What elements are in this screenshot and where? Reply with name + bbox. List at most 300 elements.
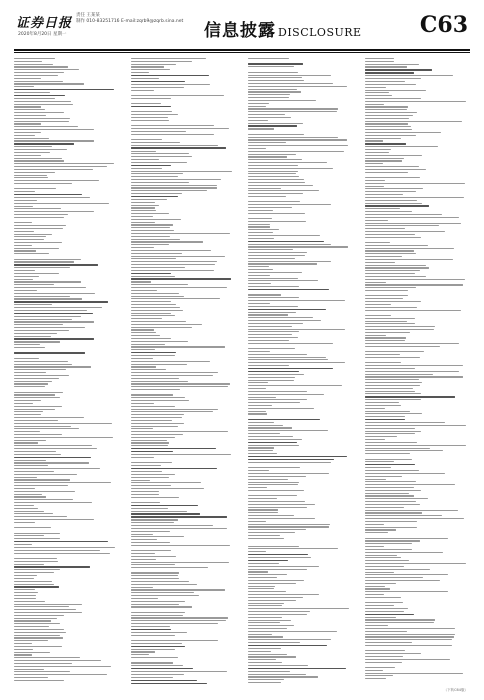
text-line — [14, 618, 57, 619]
text-line — [248, 507, 307, 508]
text-line — [365, 574, 448, 575]
text-line — [14, 250, 36, 251]
text-line — [131, 480, 150, 481]
text-line — [14, 301, 108, 302]
text-line — [131, 145, 218, 146]
text-line — [14, 75, 58, 76]
text-line — [248, 77, 302, 78]
text-line — [365, 670, 383, 671]
text-line — [248, 255, 305, 256]
text-line — [14, 637, 63, 638]
text-column-4 — [365, 58, 470, 686]
text-line — [131, 448, 216, 449]
text-line — [14, 225, 66, 226]
text-line — [14, 657, 80, 658]
text-line — [131, 81, 185, 82]
text-line — [365, 90, 426, 91]
text-line — [365, 337, 406, 338]
text-line — [131, 651, 155, 652]
text-line — [365, 470, 419, 471]
text-line — [14, 496, 46, 497]
text-line — [365, 58, 394, 59]
text-line — [365, 425, 466, 426]
text-line — [131, 462, 172, 463]
text-line — [131, 117, 168, 118]
text-line — [14, 626, 49, 627]
text-line — [248, 340, 289, 341]
text-line — [14, 245, 32, 246]
text-line — [248, 128, 274, 129]
text-line — [14, 606, 69, 607]
text-line — [131, 553, 155, 554]
text-line — [365, 121, 462, 122]
text-line — [131, 327, 192, 328]
text-line — [14, 158, 62, 159]
text-line — [14, 519, 94, 520]
text-line — [365, 549, 412, 550]
text-line — [365, 343, 459, 344]
text-line — [248, 139, 347, 140]
text-line — [365, 98, 421, 99]
text-line — [14, 281, 81, 282]
text-line — [131, 182, 189, 183]
text-line — [248, 665, 308, 666]
text-line — [248, 323, 303, 324]
text-line — [248, 261, 331, 262]
text-line — [131, 403, 154, 404]
text-line — [365, 498, 428, 499]
text-line — [131, 199, 167, 200]
text-line — [131, 128, 229, 129]
text-line — [248, 482, 299, 483]
text-line — [14, 203, 109, 204]
text-line — [14, 211, 94, 212]
text-line — [131, 290, 157, 291]
text-line — [248, 269, 273, 270]
text-line — [248, 413, 267, 414]
text-line — [131, 264, 215, 265]
text-line — [365, 118, 409, 119]
text-line — [248, 656, 296, 657]
text-line — [248, 252, 307, 253]
text-line — [248, 679, 284, 680]
text-line — [248, 168, 333, 169]
text-line — [365, 591, 448, 592]
text-line — [131, 556, 176, 557]
text-line — [131, 423, 184, 424]
text-line — [14, 307, 102, 308]
text-line — [365, 538, 448, 539]
text-line — [131, 329, 154, 330]
text-line — [131, 671, 227, 672]
text-line — [131, 497, 179, 498]
text-line — [131, 615, 183, 616]
text-line — [248, 97, 289, 98]
text-line — [14, 341, 60, 342]
text-line — [248, 470, 269, 471]
text-line — [248, 100, 316, 101]
text-line — [248, 106, 266, 107]
text-line — [248, 142, 286, 143]
text-line — [14, 89, 114, 90]
text-line — [248, 72, 298, 73]
text-line — [131, 159, 159, 160]
text-line — [14, 566, 90, 567]
text-line — [131, 142, 180, 143]
text-line — [14, 572, 54, 573]
text-line — [14, 448, 97, 449]
text-line — [131, 276, 175, 277]
text-line — [14, 66, 68, 67]
text-line — [365, 242, 390, 243]
text-line — [248, 605, 282, 606]
text-line — [248, 447, 274, 448]
text-line — [248, 433, 280, 434]
text-line — [365, 634, 455, 635]
text-line — [14, 423, 112, 424]
text-line — [14, 310, 87, 311]
text-line — [248, 320, 321, 321]
text-line — [248, 162, 327, 163]
text-line — [131, 301, 171, 302]
text-line — [131, 95, 224, 96]
text-line — [131, 361, 210, 362]
text-line — [131, 196, 178, 197]
text-line — [131, 440, 167, 441]
text-line — [14, 160, 64, 161]
text-line — [131, 531, 170, 532]
text-line — [365, 572, 394, 573]
text-line — [14, 646, 62, 647]
text-line — [365, 81, 405, 82]
text-line — [248, 224, 270, 225]
text-line — [131, 539, 157, 540]
text-line — [248, 249, 293, 250]
text-line — [248, 479, 288, 480]
page-number: C63 — [419, 12, 468, 38]
text-line — [14, 426, 71, 427]
text-line — [131, 482, 201, 483]
text-line — [365, 532, 388, 533]
text-line — [365, 123, 408, 124]
text-line — [365, 84, 416, 85]
text-line — [365, 631, 407, 632]
text-line — [248, 473, 329, 474]
text-line — [248, 430, 328, 431]
text-line — [365, 501, 416, 502]
text-line — [131, 668, 193, 669]
text-line — [365, 560, 409, 561]
text-line — [14, 200, 37, 201]
issue-date: 2020年8月20日 星期一 — [18, 32, 67, 37]
text-line — [14, 242, 62, 243]
text-line — [131, 168, 162, 169]
text-line — [248, 574, 287, 575]
text-line — [248, 354, 307, 355]
text-line — [248, 385, 342, 386]
text-line — [14, 445, 92, 446]
text-line — [131, 683, 207, 684]
text-line — [365, 619, 435, 620]
text-line — [131, 406, 175, 407]
text-line — [131, 58, 206, 59]
text-line — [248, 636, 283, 637]
text-line — [248, 476, 306, 477]
text-line — [248, 529, 306, 530]
text-line — [131, 358, 153, 359]
text-line — [365, 115, 413, 116]
text-line — [14, 465, 48, 466]
text-line — [131, 519, 178, 520]
text-line — [131, 258, 176, 259]
text-line — [14, 95, 65, 96]
text-line — [14, 578, 34, 579]
text-line — [14, 561, 58, 562]
text-line — [14, 231, 34, 232]
text-line — [14, 434, 62, 435]
text-line — [248, 625, 294, 626]
text-line — [248, 642, 300, 643]
text-line — [131, 66, 164, 67]
text-line — [131, 239, 180, 240]
text-line — [248, 538, 284, 539]
text-line — [365, 445, 466, 446]
text-line — [131, 511, 187, 512]
text-line — [365, 374, 433, 375]
text-line — [365, 487, 414, 488]
text-line — [14, 135, 35, 136]
text-line — [14, 671, 70, 672]
text-line — [248, 569, 307, 570]
text-line — [365, 132, 441, 133]
text-line — [131, 324, 202, 325]
text-line — [131, 437, 175, 438]
text-line — [365, 276, 426, 277]
text-line — [248, 445, 299, 446]
text-line — [131, 383, 230, 384]
text-line — [14, 471, 54, 472]
text-line — [131, 584, 197, 585]
text-line — [14, 660, 101, 661]
text-line — [131, 394, 173, 395]
text-line — [14, 112, 64, 113]
text-line — [14, 511, 44, 512]
text-line — [365, 416, 405, 417]
text-line — [365, 329, 434, 330]
text-line — [365, 552, 443, 553]
text-line — [14, 58, 55, 59]
text-line — [14, 333, 57, 334]
text-line — [365, 588, 390, 589]
text-line — [14, 601, 45, 602]
text-line — [365, 104, 384, 105]
text-line — [365, 211, 412, 212]
text-line — [14, 183, 72, 184]
text-line — [365, 321, 407, 322]
text-line — [14, 406, 62, 407]
text-line — [248, 154, 296, 155]
text-line — [14, 437, 113, 438]
text-line — [14, 604, 82, 605]
text-line — [131, 153, 189, 154]
contact-line: 制作 010-83251716 E-mail:zqrb9@zqrb.sina.net — [76, 19, 184, 24]
text-line — [14, 152, 50, 153]
text-line — [248, 151, 344, 152]
text-line — [248, 258, 295, 259]
text-line — [131, 657, 178, 658]
text-line — [131, 409, 218, 410]
text-line — [365, 645, 452, 646]
text-line — [248, 377, 295, 378]
text-line — [14, 336, 51, 337]
text-line — [365, 248, 454, 249]
text-line — [131, 640, 218, 641]
text-line — [14, 296, 70, 297]
text-line — [131, 592, 194, 593]
text-line — [365, 543, 412, 544]
text-line — [131, 190, 207, 191]
text-line — [14, 83, 84, 84]
text-line — [248, 467, 300, 468]
text-line — [131, 522, 174, 523]
text-line — [365, 351, 424, 352]
text-line — [365, 448, 430, 449]
text-line — [14, 197, 90, 198]
text-line — [131, 559, 156, 560]
text-line — [248, 439, 302, 440]
masthead — [14, 8, 470, 48]
text-line — [365, 217, 459, 218]
text-line — [131, 61, 192, 62]
text-line — [248, 509, 278, 510]
text-line — [131, 165, 171, 166]
text-line — [365, 527, 417, 528]
text-line — [14, 366, 91, 367]
text-line — [365, 87, 386, 88]
text-line — [248, 312, 296, 313]
text-line — [365, 662, 402, 663]
text-line — [365, 287, 416, 288]
text-line — [14, 236, 46, 237]
text-line — [131, 542, 170, 543]
text-line — [14, 143, 74, 144]
text-line — [14, 508, 38, 509]
text-line — [131, 318, 162, 319]
text-line — [131, 623, 218, 624]
text-line — [365, 479, 386, 480]
text-line — [365, 191, 416, 192]
text-line — [14, 327, 85, 328]
text-line — [14, 172, 55, 173]
text-line — [131, 451, 173, 452]
text-line — [14, 516, 67, 517]
text-line — [14, 290, 37, 291]
text-line — [131, 581, 189, 582]
text-line — [365, 566, 404, 567]
text-line — [14, 146, 52, 147]
text-line — [248, 371, 299, 372]
text-line — [248, 226, 270, 227]
text-line — [248, 221, 306, 222]
text-line — [14, 513, 53, 514]
text-line — [365, 512, 422, 513]
text-line — [248, 266, 269, 267]
text-line — [131, 445, 168, 446]
text-line — [14, 635, 60, 636]
text-line — [131, 428, 153, 429]
text-line — [365, 259, 453, 260]
text-line — [131, 69, 170, 70]
text-line — [248, 238, 274, 239]
text-line — [365, 439, 385, 440]
text-line — [131, 250, 211, 251]
text-line — [248, 588, 274, 589]
text-line — [248, 201, 300, 202]
text-line — [365, 205, 429, 206]
text-line — [365, 399, 421, 400]
text-line — [365, 467, 391, 468]
text-line — [131, 417, 182, 418]
text-line — [365, 524, 384, 525]
text-line — [248, 425, 283, 426]
text-line — [248, 563, 279, 564]
text-line — [14, 502, 92, 503]
text-line — [14, 468, 100, 469]
text-line — [248, 512, 278, 513]
text-line — [248, 620, 291, 621]
text-line — [248, 244, 331, 245]
text-line — [14, 163, 114, 164]
text-line — [365, 256, 402, 257]
text-line — [365, 129, 412, 130]
text-line — [131, 179, 221, 180]
text-line — [131, 87, 184, 88]
text-line — [131, 261, 217, 262]
text-line — [14, 347, 45, 348]
text-line — [248, 456, 347, 457]
text-line — [131, 598, 158, 599]
header-rule-thin — [14, 52, 470, 53]
text-line — [248, 521, 266, 522]
text-line — [365, 518, 464, 519]
text-line — [365, 262, 395, 263]
section-title-cn: 信息披露 — [204, 21, 276, 41]
text-line — [131, 244, 169, 245]
text-line — [131, 321, 186, 322]
text-line — [248, 487, 267, 488]
text-line — [248, 331, 299, 332]
text-line — [248, 380, 294, 381]
text-line — [248, 123, 303, 124]
text-line — [248, 399, 307, 400]
text-line — [365, 405, 401, 406]
text-line — [365, 464, 415, 465]
text-line — [248, 317, 313, 318]
text-line — [131, 267, 185, 268]
text-line — [14, 620, 51, 621]
text-line — [14, 61, 42, 62]
text-line — [14, 629, 64, 630]
text-line — [131, 213, 169, 214]
text-line — [365, 602, 403, 603]
text-line — [365, 270, 420, 271]
text-line — [131, 635, 175, 636]
text-line — [248, 515, 294, 516]
text-line — [248, 348, 295, 349]
text-line — [131, 528, 227, 529]
text-line — [365, 282, 386, 283]
text-line — [365, 371, 459, 372]
